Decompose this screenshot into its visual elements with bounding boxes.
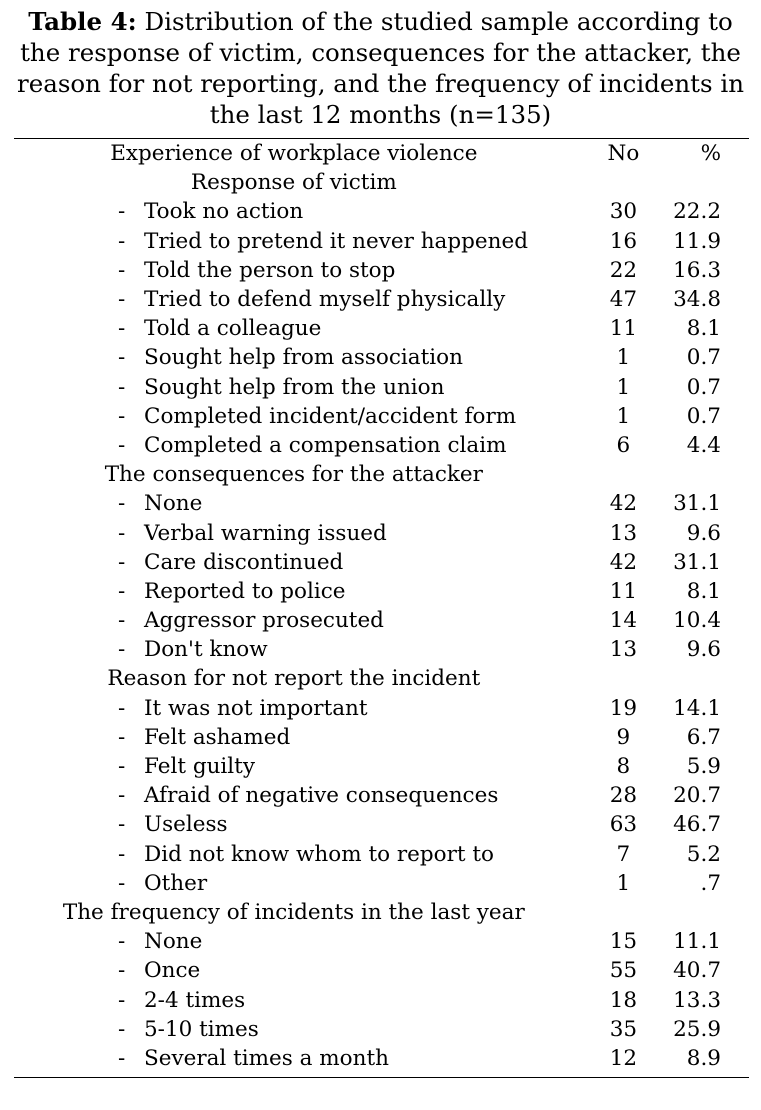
row-count: 14 [609, 608, 638, 634]
header-no: No [607, 141, 640, 167]
bullet-dash: - [118, 1016, 126, 1042]
section-title: Response of victim [190, 170, 397, 196]
table-row [14, 373, 749, 402]
row-label-cell [14, 694, 574, 723]
row-percent: 11.1 [673, 929, 721, 955]
table-row [14, 431, 749, 460]
row-percent: 9.6 [686, 637, 721, 663]
row-label: Took no action [144, 199, 304, 225]
row-label: None [144, 491, 203, 517]
table-row [14, 1044, 749, 1073]
bullet-dash: - [118, 958, 126, 984]
bullet-dash: - [118, 783, 126, 809]
row-count: 47 [609, 287, 638, 313]
row-count: 6 [616, 432, 631, 458]
caption-line-2: the response of victim, consequences for the attacker, the [20, 38, 741, 67]
row-label: Told a colleague [144, 316, 322, 342]
row-percent: 4.4 [686, 432, 721, 458]
row-percent: 6.7 [686, 724, 721, 750]
row-label: Care discontinued [144, 549, 344, 575]
table-row [14, 694, 749, 723]
bullet-dash: - [118, 257, 126, 283]
row-count: 12 [609, 1045, 638, 1071]
row-percent: 8.9 [686, 1045, 721, 1071]
row-count: 11 [609, 316, 638, 342]
row-label: Reported to police [144, 578, 346, 604]
table-row [14, 577, 749, 606]
row-label-cell [14, 518, 574, 547]
bullet-dash: - [118, 316, 126, 342]
row-percent: 0.7 [686, 374, 721, 400]
row-label-cell [14, 489, 574, 518]
table-row [14, 548, 749, 577]
row-count: 42 [609, 549, 638, 575]
bullet-dash: - [118, 345, 126, 371]
row-label-cell [14, 373, 574, 402]
row-percent: 8.1 [686, 578, 721, 604]
row-percent: 11.9 [673, 228, 721, 254]
row-count: 35 [609, 1016, 638, 1042]
section-title: Reason for not report the incident [107, 666, 481, 692]
row-label: Once [144, 958, 201, 984]
section-row [14, 664, 749, 693]
row-label-cell [14, 548, 574, 577]
row-count: 63 [609, 812, 638, 838]
table-row [14, 1015, 749, 1044]
row-percent: 10.4 [673, 608, 721, 634]
row-count: 55 [609, 958, 638, 984]
caption-line-1 [0, 6, 761, 37]
table-row [14, 781, 749, 810]
row-label: Verbal warning issued [144, 520, 387, 546]
bullet-dash: - [118, 199, 126, 225]
row-count: 1 [616, 374, 631, 400]
table-row [14, 227, 749, 256]
bullet-dash: - [118, 608, 126, 634]
row-label-cell [14, 577, 574, 606]
table-row [14, 197, 749, 226]
bullet-dash: - [118, 870, 126, 896]
row-count: 1 [616, 345, 631, 371]
table-row [14, 840, 749, 869]
row-count: 30 [609, 199, 638, 225]
table-row [14, 343, 749, 372]
row-percent: 0.7 [686, 403, 721, 429]
row-percent: 31.1 [673, 549, 721, 575]
row-label-cell [14, 431, 574, 460]
row-count: 28 [609, 783, 638, 809]
row-label: Completed a compensation claim [144, 432, 507, 458]
bullet-dash: - [118, 287, 126, 313]
bullet-dash: - [118, 228, 126, 254]
bullet-dash: - [118, 578, 126, 604]
section-title: The frequency of incidents in the last year [62, 899, 525, 925]
bullet-dash: - [118, 1045, 126, 1071]
header-experience: Experience of workplace violence [110, 141, 478, 167]
row-percent: 20.7 [673, 783, 721, 809]
row-label: Tried to defend myself physically [144, 287, 506, 313]
bullet-dash: - [118, 637, 126, 663]
bullet-dash: - [118, 432, 126, 458]
row-label: Sought help from association [144, 345, 463, 371]
table-row [14, 314, 749, 343]
row-percent: 22.2 [673, 199, 721, 225]
bullet-dash: - [118, 724, 126, 750]
row-count: 15 [609, 929, 638, 955]
caption-label: Table 4: [28, 7, 137, 36]
row-label-cell [14, 927, 574, 956]
row-label: Aggressor prosecuted [144, 608, 384, 634]
bullet-dash: - [118, 929, 126, 955]
table-row [14, 956, 749, 985]
row-label-cell [14, 343, 574, 372]
row-percent: 14.1 [673, 695, 721, 721]
row-count: 22 [609, 257, 638, 283]
row-percent: 0.7 [686, 345, 721, 371]
table-row [14, 402, 749, 431]
section-row [14, 168, 749, 197]
row-label-cell [14, 752, 574, 781]
bullet-dash: - [118, 491, 126, 517]
row-label: Useless [144, 812, 228, 838]
row-label-cell [14, 314, 574, 343]
row-count: 13 [609, 637, 638, 663]
row-label-cell [14, 635, 574, 664]
caption-text-1: Distribution of the studied sample according to [136, 7, 733, 36]
row-count: 16 [609, 228, 638, 254]
row-label: Other [144, 870, 208, 896]
row-count: 11 [609, 578, 638, 604]
row-label: 2-4 times [144, 987, 246, 1013]
row-label-cell [14, 606, 574, 635]
bullet-dash: - [118, 987, 126, 1013]
row-percent: 34.8 [673, 287, 721, 313]
row-percent: 31.1 [673, 491, 721, 517]
table-row [14, 927, 749, 956]
table-row [14, 869, 749, 898]
table-row [14, 723, 749, 752]
row-count: 18 [609, 987, 638, 1013]
section-title: The consequences for the attacker [104, 462, 483, 488]
bullet-dash: - [118, 812, 126, 838]
table-row [14, 489, 749, 518]
row-label-cell [14, 1044, 574, 1073]
row-percent: 5.9 [686, 754, 721, 780]
row-label-cell [14, 1015, 574, 1044]
section-row [14, 460, 749, 489]
row-count: 7 [616, 841, 631, 867]
table-row [14, 285, 749, 314]
caption-line-4: the last 12 months (n=135) [209, 100, 552, 129]
table-bottom-rule [14, 1077, 749, 1078]
row-label-cell [14, 256, 574, 285]
row-percent: 9.6 [686, 520, 721, 546]
row-count: 42 [609, 491, 638, 517]
caption-line-3: reason for not reporting, and the frequency of incidents in [17, 69, 744, 98]
row-percent: 40.7 [673, 958, 721, 984]
row-percent: 5.2 [686, 841, 721, 867]
table-body [14, 168, 749, 1073]
row-count: 9 [616, 724, 631, 750]
section-row [14, 898, 749, 927]
row-percent: 8.1 [686, 316, 721, 342]
row-label-cell [14, 723, 574, 752]
table-row [14, 810, 749, 839]
row-label: Tried to pretend it never happened [144, 228, 528, 254]
row-label: Felt guilty [144, 754, 255, 780]
row-percent: 25.9 [673, 1016, 721, 1042]
row-label-cell [14, 869, 574, 898]
row-label: Felt ashamed [144, 724, 291, 750]
table-row [14, 635, 749, 664]
bullet-dash: - [118, 695, 126, 721]
row-label: Several times a month [144, 1045, 389, 1071]
row-label-cell [14, 840, 574, 869]
table-row [14, 606, 749, 635]
data-table [14, 139, 749, 1073]
row-label-cell [14, 285, 574, 314]
bullet-dash: - [118, 841, 126, 867]
table-row [14, 518, 749, 547]
row-label: None [144, 929, 203, 955]
bullet-dash: - [118, 374, 126, 400]
row-count: 8 [616, 754, 631, 780]
row-percent: .7 [700, 870, 721, 896]
row-count: 19 [609, 695, 638, 721]
row-label: It was not important [144, 695, 368, 721]
row-label-cell [14, 227, 574, 256]
row-label: Completed incident/accident form [144, 403, 517, 429]
row-label: Afraid of negative consequences [144, 783, 499, 809]
row-label: 5-10 times [144, 1016, 259, 1042]
table-row [14, 985, 749, 1014]
bullet-dash: - [118, 754, 126, 780]
table-row [14, 752, 749, 781]
row-label-cell [14, 781, 574, 810]
row-label-cell [14, 402, 574, 431]
bullet-dash: - [118, 549, 126, 575]
row-label-cell [14, 985, 574, 1014]
row-count: 13 [609, 520, 638, 546]
header-percent: % [700, 141, 721, 167]
bullet-dash: - [118, 520, 126, 546]
row-label: Told the person to stop [144, 257, 396, 283]
table-caption [0, 6, 761, 130]
row-label-cell [14, 810, 574, 839]
row-label-cell [14, 197, 574, 226]
row-label: Don't know [144, 637, 268, 663]
bullet-dash: - [118, 403, 126, 429]
row-percent: 13.3 [673, 987, 721, 1013]
header-row [14, 139, 749, 168]
row-label-cell [14, 956, 574, 985]
row-percent: 16.3 [673, 257, 721, 283]
row-count: 1 [616, 403, 631, 429]
table-row [14, 256, 749, 285]
row-label: Did not know whom to report to [144, 841, 494, 867]
row-label: Sought help from the union [144, 374, 445, 400]
row-count: 1 [616, 870, 631, 896]
row-percent: 46.7 [673, 812, 721, 838]
